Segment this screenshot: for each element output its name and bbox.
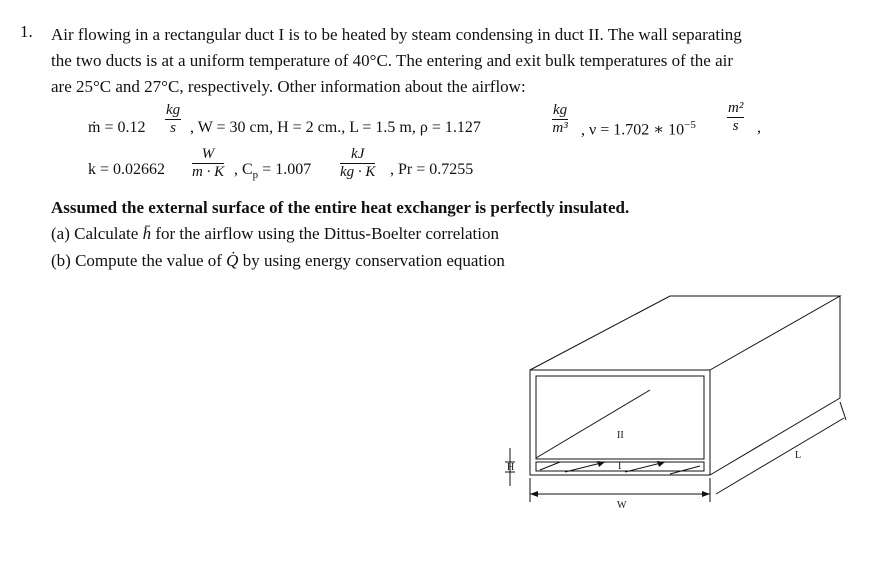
duct-diagram [490,280,850,535]
w-arrow-left [530,491,538,497]
part-b-symbol: Q̇ [226,251,239,270]
part-a [51,224,499,244]
k-value: k = 0.02662 [88,161,166,178]
cp-unit [340,147,375,180]
duct-ii-inner [536,376,704,459]
pr-value: , Pr = 0.7255 [390,161,474,178]
nu-unit-num: m² [728,100,744,116]
cp-value [234,161,311,181]
mdot-unit-den: s [170,120,176,136]
hatch-line [540,462,560,470]
nu-exponent: −5 [684,119,696,131]
mdot-unit-num: kg [166,102,181,118]
nu-text: , ν = 1.702 ∗ 10 [581,121,685,139]
right-face [710,296,840,475]
label-duct-ii: II [617,430,624,441]
l-dim-line [716,418,844,494]
nu-unit [727,101,744,134]
part-a-prefix: (a) Calculate [51,224,143,243]
cp-unit-den: kg · K [340,164,376,180]
duct-diagram-svg [490,280,850,530]
rho-unit-den: m³ [552,120,568,136]
assumption-text: Assumed the external surface of the entire heat exchanger is perfectly insulated. [51,198,630,217]
arrow-head-1 [597,461,605,467]
statement-line-2: the two ducts is at a uniform temperature of 40°C. The entering and exit bulk temperatures of the air [51,51,734,70]
cp-text: , C [234,161,253,178]
question-number: 1. [20,22,33,41]
part-b [51,251,505,271]
w-arrow-right [702,491,710,497]
cp-unit-num: kJ [351,146,365,162]
nu-comma: , [757,119,761,136]
part-b-suffix: by using energy conservation equation [238,251,505,270]
k-unit [192,147,224,180]
part-a-suffix: for the airflow using the Dittus-Boelter correlation [151,224,499,243]
cp-val: = 1.007 [258,161,312,178]
rho-unit [552,103,568,136]
dimensions-text: , W = 30 cm, H = 2 cm., L = 1.5 m, ρ = 1.127 [190,119,481,136]
nu-value [581,119,696,139]
l-dim-tick [840,402,846,420]
k-unit-num: W [201,146,215,162]
top-face [530,296,840,370]
k-unit-den: m · K [192,164,225,180]
statement-line-3: are 25°C and 27°C, respectively. Other information about the airflow: [51,77,526,96]
part-a-symbol: h̄ [142,224,152,243]
label-l: L [795,450,802,461]
rho-unit-num: kg [553,102,568,118]
label-duct-i: I [618,461,622,472]
label-h: H [507,462,515,473]
statement-line-1: Air flowing in a rectangular duct I is to be heated by steam condensing in duct II. The wall separating [51,25,742,44]
mdot-unit [165,103,181,136]
label-w: W [617,500,627,511]
nu-unit-den: s [732,118,739,134]
mdot-value: ṁ = 0.12 [88,119,146,136]
inner-diagonal [536,390,650,458]
flow-arrow-3 [670,466,700,474]
cp-subscript: p [252,169,259,182]
problem-statement [51,22,851,100]
arrow-head-2 [657,461,665,467]
part-b-prefix: (b) Compute the value of [51,251,227,270]
